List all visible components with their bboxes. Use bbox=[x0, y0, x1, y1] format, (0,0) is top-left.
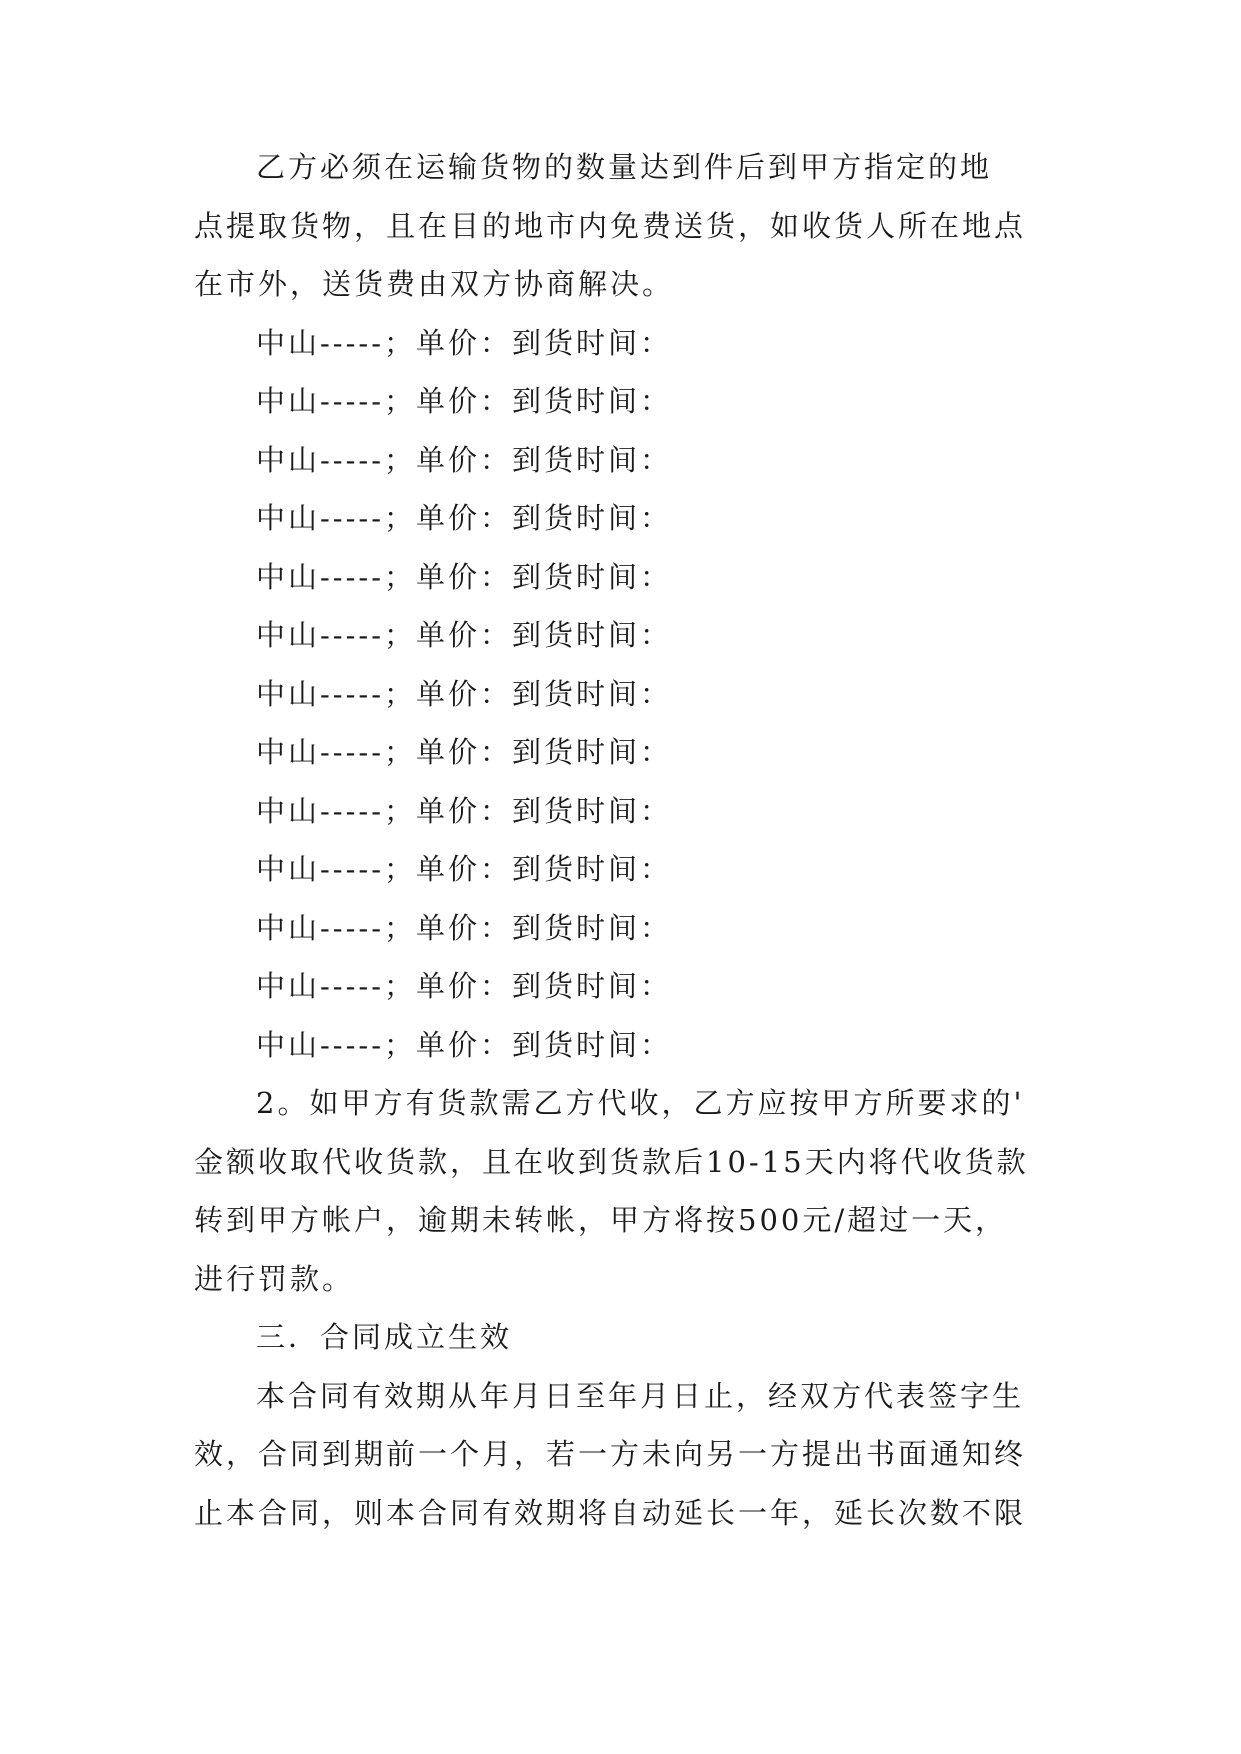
price-row: 中山-----；单价：到货时间： bbox=[256, 325, 672, 360]
payment-line: 2。如甲方有货款需乙方代收，乙方应按甲方所要求的' bbox=[256, 1086, 1025, 1120]
section-heading: 三．合同成立生效 bbox=[256, 1320, 513, 1354]
price-row: 中山-----；单价：到货时间： bbox=[256, 442, 672, 477]
price-row: 中山-----；单价：到货时间： bbox=[256, 852, 672, 886]
price-row: 中山-----；单价：到货时间： bbox=[256, 618, 672, 652]
validity-line: 止本合同，则本合同有效期将自动延长一年，延长次数不限 bbox=[194, 1495, 1027, 1530]
intro-line: 乙方必须在运输货物的数量达到件后到甲方指定的地 bbox=[256, 150, 993, 184]
payment-line: 金额收取代收货款，且在收到货款后10-15天内将代收货款 bbox=[194, 1144, 1029, 1179]
price-row: 中山-----；单价：到货时间： bbox=[256, 501, 672, 535]
validity-line: 本合同有效期从年月日至年月日止，经双方代表签字生 bbox=[256, 1378, 1025, 1413]
payment-line: 进行罚款。 bbox=[194, 1261, 355, 1296]
payment-paragraph bbox=[194, 1074, 1074, 1308]
intro-line: 点提取货物，且在目的地市内免费送货，如收货人所在地点 bbox=[194, 208, 1027, 243]
validity-line: 效，合同到期前一个月，若一方未向另一方提出书面通知终 bbox=[194, 1437, 1027, 1471]
price-row: 中山-----；单价：到货时间： bbox=[256, 384, 672, 418]
document-body bbox=[194, 138, 1074, 1542]
price-row: 中山-----；单价：到货时间： bbox=[256, 1027, 672, 1062]
intro-paragraph bbox=[194, 138, 1074, 314]
intro-line: 在市外，送货费由双方协商解决。 bbox=[194, 267, 675, 301]
price-row: 中山-----；单价：到货时间： bbox=[256, 910, 672, 945]
validity-paragraph bbox=[194, 1367, 1074, 1543]
price-row: 中山-----；单价：到货时间： bbox=[256, 969, 672, 1003]
price-row: 中山-----；单价：到货时间： bbox=[256, 559, 672, 594]
price-row: 中山-----；单价：到货时间： bbox=[256, 735, 672, 769]
price-row: 中山-----；单价：到货时间： bbox=[256, 793, 672, 828]
payment-line: 转到甲方帐户，逾期未转帐，甲方将按500元/超过一天， bbox=[194, 1203, 1008, 1237]
price-row: 中山-----；单价：到货时间： bbox=[256, 676, 672, 711]
price-list bbox=[194, 314, 1074, 1075]
